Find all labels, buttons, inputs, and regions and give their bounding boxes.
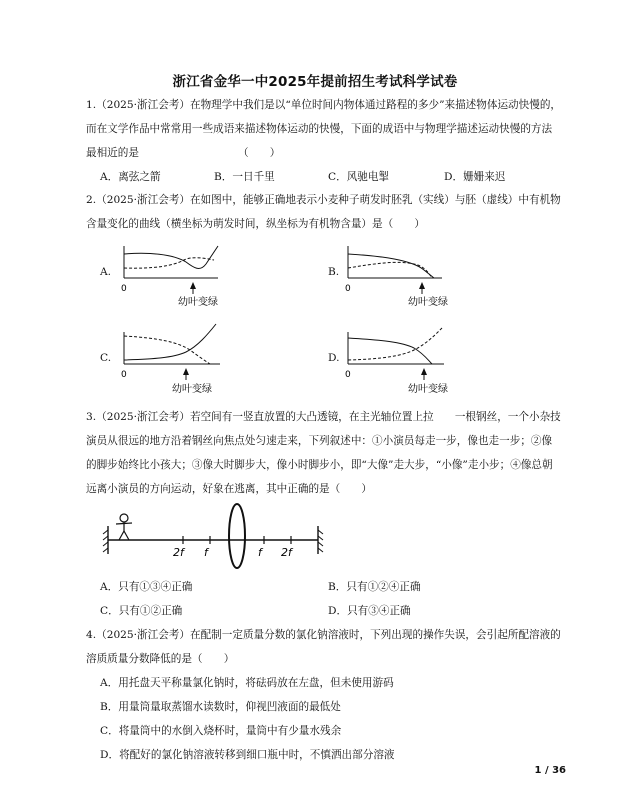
q3-line-2: 演员从很远的地方沿着钢丝向焦点处匀速走来，下列叙述中：①小演员每走一步，像也走一步；②像 xyxy=(86,435,553,447)
q2-line-1: 2.（2025·浙江会考）在如图中，能够正确地表示小麦种子萌发时胚乳（实线）与胚（虚线）中有机物 xyxy=(86,194,561,206)
q1-option-c: C．风驰电掣 xyxy=(328,171,390,183)
marker-label: 幼叶变绿 xyxy=(408,384,448,395)
q1-option-d: D．姗姗来迟 xyxy=(444,171,506,183)
arrow-head-icon xyxy=(183,368,189,375)
q1-answer-blank: （ ） xyxy=(238,147,281,159)
q3-option-c: C．只有①②正确 xyxy=(100,605,183,617)
q1-line-3: 最相近的是 xyxy=(86,147,139,159)
origin-label: 0 xyxy=(345,284,351,294)
q1-line-2: 而在文学作品中常常用一些成语来描述物体运动的快慢，下面的成语中与物理学描述运动快慢的方法 xyxy=(86,123,553,135)
embryo-curve-dashed xyxy=(124,258,214,268)
q2-graph-b-label: B. xyxy=(328,266,340,278)
label-f-left: f xyxy=(204,546,208,559)
q3-option-b: B．只有①②④正确 xyxy=(328,581,421,593)
q2-graph-c xyxy=(118,322,238,398)
origin-label: 0 xyxy=(121,284,127,294)
marker-label: 幼叶变绿 xyxy=(172,384,212,395)
q3-option-a: A．只有①③④正确 xyxy=(100,581,193,593)
endosperm-curve-solid xyxy=(348,338,432,364)
hatch-mark xyxy=(103,530,108,534)
marker-label: 幼叶变绿 xyxy=(178,297,218,308)
q3-line-1: 3.（2025·浙江会考）若空间有一竖直放置的大凸透镜，在主光轴位置上拉 一根钢丝，一个小杂技 xyxy=(86,411,561,423)
q3-line-3: 的脚步始终比小孩大；③像大时脚步大，像小时脚步小，即“大像”走大步，“小像”走小步；④像总朝 xyxy=(86,459,553,471)
q1-line-1: 1.（2025·浙江会考）在物理学中我们是以“单位时间内物体通过路程的多少”来描述物体运动快慢的， xyxy=(86,99,562,111)
q2-line-2: 含量变化的曲线（横坐标为萌发时间，纵坐标为有机物含量）是（ ） xyxy=(86,218,425,230)
q2-graph-b xyxy=(342,238,472,308)
endosperm-curve-solid xyxy=(348,254,434,278)
q2-graph-d-label: D. xyxy=(328,352,340,364)
hatch-mark xyxy=(318,542,323,546)
hatch-mark xyxy=(318,548,323,552)
q4-option-b: B．用量筒量取蒸馏水读数时，仰视凹液面的最低处 xyxy=(100,701,341,713)
q4-line-1: 4.（2025·浙江会考）在配制一定质量分数的氯化钠溶液时，下列出现的操作失误，会引起所配溶液的 xyxy=(86,629,561,641)
acrobat-figure-icon xyxy=(116,514,132,540)
page-title: 浙江省金华一中2025年提前招生考试科学试卷 xyxy=(172,74,458,90)
label-2f-left: 2f xyxy=(173,546,184,559)
q3-line-4: 远离小演员的方向运动，好象在逃离，其中正确的是（ ） xyxy=(86,483,373,495)
origin-label: 0 xyxy=(345,370,351,380)
q4-option-a: A．用托盘天平称量氯化钠时，将砝码放在左盘，但未使用游码 xyxy=(100,677,394,689)
q1-option-a: A．离弦之箭 xyxy=(100,171,161,183)
q2-graph-c-label: C. xyxy=(100,352,112,364)
label-f-right: f xyxy=(258,546,262,559)
q4-line-2: 溶质质量分数降低的是（ ） xyxy=(86,653,235,665)
marker-label: 幼叶变绿 xyxy=(408,297,448,308)
q3-lens-diagram xyxy=(100,498,330,572)
q2-graph-d xyxy=(342,322,472,398)
q4-option-d: D．将配好的氯化钠溶液转移到细口瓶中时，不慎洒出部分溶液 xyxy=(100,749,395,761)
embryo-curve-dashed xyxy=(348,328,442,360)
hatch-mark xyxy=(103,548,108,552)
hatch-mark xyxy=(103,536,108,540)
q2-graph-a-label: A. xyxy=(100,266,112,278)
q3-option-d: D．只有③④正确 xyxy=(328,605,411,617)
page-number: 1 / 36 xyxy=(534,765,566,776)
arrow-head-icon xyxy=(190,282,196,289)
q1-option-b: B．一日千里 xyxy=(214,171,275,183)
convex-lens xyxy=(229,504,245,568)
q2-graph-a xyxy=(118,238,238,308)
origin-label: 0 xyxy=(121,370,127,380)
label-2f-right: 2f xyxy=(281,546,292,559)
hatch-mark xyxy=(318,536,323,540)
arrow-head-icon xyxy=(421,368,427,375)
q4-option-c: C．将量筒中的水倒入烧杯时，量筒中有少量水残余 xyxy=(100,725,342,737)
arrow-head-icon xyxy=(419,282,425,289)
embryo-curve-dashed xyxy=(348,262,432,278)
hatch-mark xyxy=(103,542,108,546)
hatch-mark xyxy=(318,530,323,534)
